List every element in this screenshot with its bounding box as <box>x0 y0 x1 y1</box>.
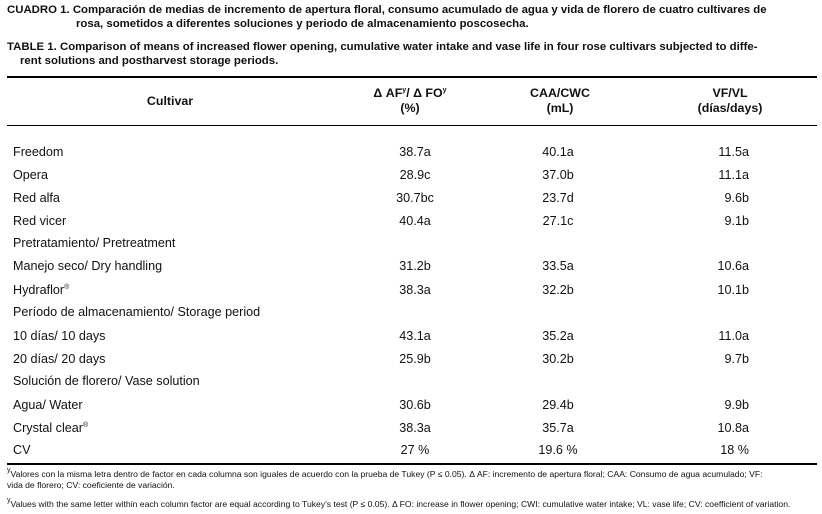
row-label-text: Manejo seco/ Dry handling <box>13 259 163 273</box>
row-label-text: Red vicer <box>13 214 67 228</box>
caption-english <box>7 40 819 68</box>
header-caa-label: CAA/CWC <box>530 86 590 100</box>
caption-english-label: TABLE 1. <box>7 41 57 53</box>
cell-vase-life: 9.9b <box>724 398 749 412</box>
header-water-intake <box>485 86 635 116</box>
header-af-sup1: y <box>402 87 407 94</box>
footnote-es-line1: Valores con la misma letra dentro de factor en cada columna son iguales de acuerdo con la prueba de Tukey (P ≤ 0.05). Δ AF: incremento de apertura floral; CAA: Consumo de agua acumulado; VF: <box>10 469 763 479</box>
cell-flower-opening: 40.4a <box>399 214 431 228</box>
header-vf-unit: (días/days) <box>697 101 763 115</box>
row-label <box>13 259 162 273</box>
header-caa-unit: (mL) <box>546 101 574 115</box>
header-af-a: Δ AF <box>373 86 403 100</box>
cell-flower-opening: 38.3a <box>399 283 431 297</box>
table-row <box>0 168 822 188</box>
table-row <box>0 305 822 325</box>
row-label <box>13 374 200 388</box>
row-label <box>13 352 105 366</box>
caption-english-line2: rent solutions and postharvest storage periods. <box>20 55 279 67</box>
caption-spanish-label: CUADRO 1. <box>7 4 70 16</box>
cell-water-intake: 27.1c <box>542 214 574 228</box>
caption-spanish <box>7 3 819 31</box>
footnote-en-sup: y <box>7 497 11 504</box>
cell-vase-life: 10.8a <box>717 421 749 435</box>
registered-mark: ® <box>64 284 70 291</box>
row-label <box>13 236 175 250</box>
cell-vase-life: 9.6b <box>724 191 749 205</box>
cell-vase-life: 11.1a <box>718 168 749 182</box>
cell-flower-opening: 38.7a <box>399 145 431 159</box>
table-row <box>0 145 822 165</box>
row-label-text: Solución de florero/ Vase solution <box>13 374 200 388</box>
header-af-b: / Δ FO <box>406 86 443 100</box>
row-label-text: CV <box>13 443 31 457</box>
table-row <box>0 329 822 349</box>
cell-vase-life: 9.1b <box>724 214 749 228</box>
cell-flower-opening: 31.2b <box>399 259 431 273</box>
row-label-text: Agua/ Water <box>13 398 83 412</box>
row-label <box>13 145 63 159</box>
table-top-rule <box>7 76 817 78</box>
row-label-text: Opera <box>13 168 49 182</box>
row-label <box>13 329 105 343</box>
registered-mark: ® <box>82 422 89 429</box>
row-label <box>13 421 88 435</box>
row-label-text: Crystal clear <box>13 421 83 435</box>
cell-water-intake: 35.7a <box>542 421 574 435</box>
row-label-text: 10 días/ 10 days <box>13 329 106 343</box>
cell-vase-life: 18 % <box>720 443 749 457</box>
header-flower-opening <box>330 86 490 116</box>
table-row <box>0 443 822 463</box>
row-label-text: Pretratamiento/ Pretreatment <box>13 236 176 250</box>
header-af-sup2: y <box>442 87 447 94</box>
table-row <box>0 259 822 279</box>
table-row <box>0 236 822 256</box>
table-row <box>0 283 822 303</box>
cell-water-intake: 40.1a <box>542 145 574 159</box>
row-label <box>13 398 83 412</box>
cell-water-intake: 33.5a <box>542 259 574 273</box>
table-header-rule <box>7 125 817 126</box>
footnote-spanish <box>7 469 819 491</box>
footnote-es-sup: y <box>7 467 11 474</box>
footnote-en-line1: Values with the same letter within each column factor are equal according to Tukey's test (P ≤ 0.05). Δ FO: increase in flower opening; CWI: cumulative water intake; VL: vase life; CV: coefficient of variation. <box>10 499 791 509</box>
caption-spanish-line2: rosa, sometidos a diferentes soluciones y periodo de almacenamiento poscosecha. <box>76 18 529 30</box>
cell-flower-opening: 28.9c <box>399 168 431 182</box>
table-row <box>0 398 822 418</box>
cell-flower-opening: 43.1a <box>399 329 431 343</box>
footnote-es-line2: vida de florero; CV: coeficiente de variación. <box>7 480 175 490</box>
cell-water-intake: 32.2b <box>542 283 574 297</box>
cell-flower-opening: 27 % <box>400 443 430 457</box>
table-row <box>0 421 822 441</box>
row-label <box>13 283 69 297</box>
row-label-text: 20 días/ 20 days <box>13 352 106 366</box>
cell-water-intake: 23.7d <box>542 191 574 205</box>
cell-vase-life: 10.1b <box>717 283 749 297</box>
table-row <box>0 374 822 394</box>
cell-flower-opening: 30.6b <box>399 398 431 412</box>
header-vase-life <box>650 86 810 116</box>
row-label-text: Freedom <box>13 145 64 159</box>
cell-flower-opening: 38.3a <box>399 421 431 435</box>
cell-water-intake: 37.0b <box>542 168 574 182</box>
cell-vase-life: 11.5a <box>718 145 749 159</box>
row-label <box>13 191 60 205</box>
row-label <box>13 168 48 182</box>
header-vf-label: VF/VL <box>712 86 748 100</box>
row-label <box>13 214 66 228</box>
header-af-unit: (%) <box>400 101 420 115</box>
caption-english-line1: Comparison of means of increased flower opening, cumulative water intake and vase life in four rose cultivars subjected to diffe- <box>59 41 758 53</box>
cell-water-intake: 19.6 % <box>538 443 578 457</box>
footnote-english <box>7 499 819 510</box>
cell-water-intake: 29.4b <box>542 398 574 412</box>
row-label-text: Período de almacenamiento/ Storage period <box>13 305 261 319</box>
table-row <box>0 352 822 372</box>
cell-vase-life: 11.0a <box>718 329 749 343</box>
cell-vase-life: 9.7b <box>724 352 749 366</box>
caption-spanish-line1: Comparación de medias de incremento de apertura floral, consumo acumulado de agua y vida de florero de cuatro cultivares de <box>72 4 767 16</box>
cell-water-intake: 30.2b <box>542 352 574 366</box>
table-row <box>0 191 822 211</box>
table-row <box>0 214 822 234</box>
row-label <box>13 305 260 319</box>
cell-vase-life: 10.6a <box>717 259 749 273</box>
header-cultivar: Cultivar <box>146 94 194 108</box>
cell-flower-opening: 30.7bc <box>396 191 434 205</box>
row-label-text: Hydraflor <box>13 283 65 297</box>
cell-flower-opening: 25.9b <box>399 352 431 366</box>
row-label-text: Red alfa <box>13 191 60 205</box>
table-bottom-rule <box>7 463 817 465</box>
row-label <box>13 443 31 457</box>
cell-water-intake: 35.2a <box>542 329 574 343</box>
